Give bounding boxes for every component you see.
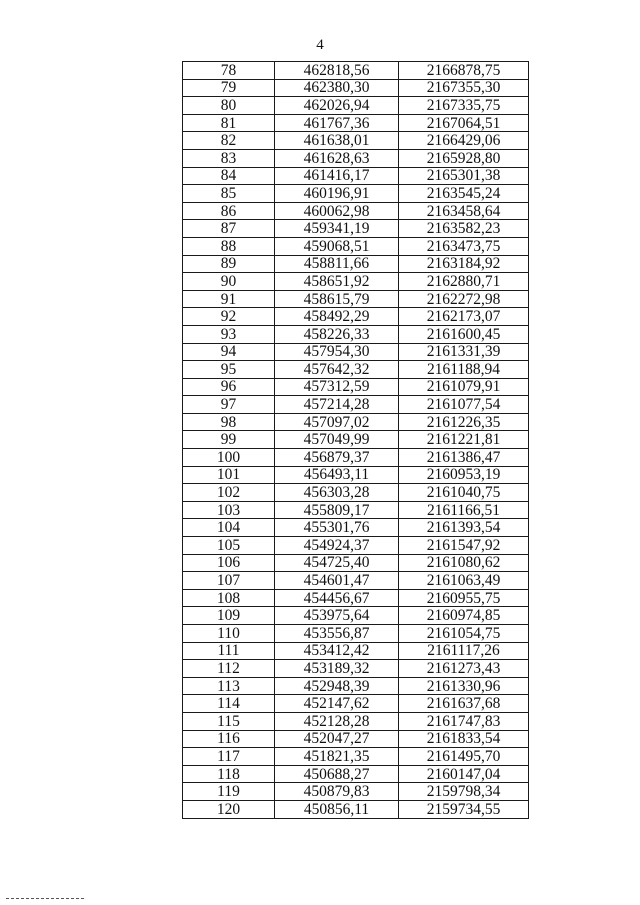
x-coordinate-cell: 462818,56 [275, 62, 399, 80]
table-row [183, 97, 529, 115]
y-coordinate-cell: 2161079,91 [399, 378, 529, 396]
table-row [183, 325, 529, 343]
y-coordinate-cell: 2161226,35 [399, 413, 529, 431]
x-coordinate-cell: 454456,67 [275, 589, 399, 607]
table-row [183, 308, 529, 326]
y-coordinate-cell: 2161077,54 [399, 396, 529, 414]
table-row [183, 537, 529, 555]
table-row [183, 501, 529, 519]
y-coordinate-cell: 2159734,55 [399, 800, 529, 818]
point-number-cell: 90 [183, 273, 275, 291]
y-coordinate-cell: 2161747,83 [399, 712, 529, 730]
x-coordinate-cell: 453975,64 [275, 607, 399, 625]
x-coordinate-cell: 458651,92 [275, 273, 399, 291]
y-coordinate-cell: 2163582,23 [399, 220, 529, 238]
x-coordinate-cell: 458615,79 [275, 290, 399, 308]
point-number-cell: 82 [183, 132, 275, 150]
point-number-cell: 117 [183, 748, 275, 766]
table-row [183, 519, 529, 537]
x-coordinate-cell: 460062,98 [275, 202, 399, 220]
table-row [183, 167, 529, 185]
table-row [183, 783, 529, 801]
page-number: 4 [316, 37, 324, 53]
point-number-cell: 108 [183, 589, 275, 607]
x-coordinate-cell: 458226,33 [275, 325, 399, 343]
table-row [183, 273, 529, 291]
point-number-cell: 96 [183, 378, 275, 396]
point-number-cell: 111 [183, 642, 275, 660]
y-coordinate-cell: 2161495,70 [399, 748, 529, 766]
y-coordinate-cell: 2160974,85 [399, 607, 529, 625]
x-coordinate-cell: 460196,91 [275, 185, 399, 203]
point-number-cell: 119 [183, 783, 275, 801]
y-coordinate-cell: 2161393,54 [399, 519, 529, 537]
table-row [183, 449, 529, 467]
point-number-cell: 83 [183, 149, 275, 167]
x-coordinate-cell: 452128,28 [275, 712, 399, 730]
y-coordinate-cell: 2160953,19 [399, 466, 529, 484]
y-coordinate-cell: 2166429,06 [399, 132, 529, 150]
x-coordinate-cell: 457049,99 [275, 431, 399, 449]
table-row [183, 748, 529, 766]
table-row [183, 800, 529, 818]
x-coordinate-cell: 454601,47 [275, 572, 399, 590]
table-row [183, 255, 529, 273]
x-coordinate-cell: 459341,19 [275, 220, 399, 238]
table-row [183, 466, 529, 484]
point-number-cell: 115 [183, 712, 275, 730]
point-number-cell: 94 [183, 343, 275, 361]
point-number-cell: 84 [183, 167, 275, 185]
point-number-cell: 116 [183, 730, 275, 748]
x-coordinate-cell: 456879,37 [275, 449, 399, 467]
table-row [183, 343, 529, 361]
x-coordinate-cell: 452047,27 [275, 730, 399, 748]
y-coordinate-cell: 2161833,54 [399, 730, 529, 748]
y-coordinate-cell: 2161330,96 [399, 677, 529, 695]
table-row [183, 695, 529, 713]
table-row [183, 62, 529, 80]
table-row [183, 185, 529, 203]
x-coordinate-cell: 457312,59 [275, 378, 399, 396]
table-row [183, 220, 529, 238]
x-coordinate-cell: 457214,28 [275, 396, 399, 414]
x-coordinate-cell: 450856,11 [275, 800, 399, 818]
x-coordinate-cell: 452147,62 [275, 695, 399, 713]
point-number-cell: 109 [183, 607, 275, 625]
point-number-cell: 102 [183, 484, 275, 502]
table-row [183, 378, 529, 396]
table-row [183, 413, 529, 431]
point-number-cell: 80 [183, 97, 275, 115]
table-row [183, 290, 529, 308]
point-number-cell: 98 [183, 413, 275, 431]
y-coordinate-cell: 2160147,04 [399, 765, 529, 783]
table-row [183, 642, 529, 660]
point-number-cell: 120 [183, 800, 275, 818]
table-row [183, 361, 529, 379]
table-row [183, 202, 529, 220]
x-coordinate-cell: 451821,35 [275, 748, 399, 766]
table-row [183, 712, 529, 730]
y-coordinate-cell: 2161117,26 [399, 642, 529, 660]
point-number-cell: 106 [183, 554, 275, 572]
y-coordinate-cell: 2167064,51 [399, 114, 529, 132]
x-coordinate-cell: 458811,66 [275, 255, 399, 273]
y-coordinate-cell: 2161063,49 [399, 572, 529, 590]
x-coordinate-cell: 455301,76 [275, 519, 399, 537]
y-coordinate-cell: 2162272,98 [399, 290, 529, 308]
point-number-cell: 78 [183, 62, 275, 80]
y-coordinate-cell: 2161188,94 [399, 361, 529, 379]
x-coordinate-cell: 462026,94 [275, 97, 399, 115]
x-coordinate-cell: 457642,32 [275, 361, 399, 379]
table-row [183, 607, 529, 625]
y-coordinate-cell: 2161273,43 [399, 660, 529, 678]
y-coordinate-cell: 2163473,75 [399, 237, 529, 255]
y-coordinate-cell: 2167355,30 [399, 79, 529, 97]
point-number-cell: 105 [183, 537, 275, 555]
x-coordinate-cell: 458492,29 [275, 308, 399, 326]
point-number-cell: 118 [183, 765, 275, 783]
table-row [183, 114, 529, 132]
y-coordinate-cell: 2165301,38 [399, 167, 529, 185]
point-number-cell: 89 [183, 255, 275, 273]
coordinates-table-body [183, 62, 529, 819]
x-coordinate-cell: 456493,11 [275, 466, 399, 484]
table-row [183, 589, 529, 607]
point-number-cell: 87 [183, 220, 275, 238]
table-row [183, 554, 529, 572]
y-coordinate-cell: 2165928,80 [399, 149, 529, 167]
y-coordinate-cell: 2161600,45 [399, 325, 529, 343]
y-coordinate-cell: 2161637,68 [399, 695, 529, 713]
point-number-cell: 93 [183, 325, 275, 343]
point-number-cell: 113 [183, 677, 275, 695]
x-coordinate-cell: 450688,27 [275, 765, 399, 783]
point-number-cell: 81 [183, 114, 275, 132]
table-row [183, 396, 529, 414]
table-row [183, 625, 529, 643]
table-row [183, 677, 529, 695]
point-number-cell: 95 [183, 361, 275, 379]
x-coordinate-cell: 453556,87 [275, 625, 399, 643]
y-coordinate-cell: 2166878,75 [399, 62, 529, 80]
x-coordinate-cell: 452948,39 [275, 677, 399, 695]
point-number-cell: 110 [183, 625, 275, 643]
point-number-cell: 103 [183, 501, 275, 519]
y-coordinate-cell: 2163184,92 [399, 255, 529, 273]
table-row [183, 484, 529, 502]
y-coordinate-cell: 2161547,92 [399, 537, 529, 555]
point-number-cell: 112 [183, 660, 275, 678]
coordinates-table [182, 61, 529, 819]
x-coordinate-cell: 454725,40 [275, 554, 399, 572]
footer-mark [6, 898, 84, 899]
y-coordinate-cell: 2160955,75 [399, 589, 529, 607]
table-row [183, 765, 529, 783]
y-coordinate-cell: 2162173,07 [399, 308, 529, 326]
y-coordinate-cell: 2159798,34 [399, 783, 529, 801]
y-coordinate-cell: 2162880,71 [399, 273, 529, 291]
table-row [183, 132, 529, 150]
y-coordinate-cell: 2161386,47 [399, 449, 529, 467]
point-number-cell: 88 [183, 237, 275, 255]
point-number-cell: 85 [183, 185, 275, 203]
point-number-cell: 79 [183, 79, 275, 97]
point-number-cell: 101 [183, 466, 275, 484]
x-coordinate-cell: 457954,30 [275, 343, 399, 361]
table-row [183, 730, 529, 748]
y-coordinate-cell: 2163545,24 [399, 185, 529, 203]
x-coordinate-cell: 453412,42 [275, 642, 399, 660]
y-coordinate-cell: 2161331,39 [399, 343, 529, 361]
point-number-cell: 100 [183, 449, 275, 467]
y-coordinate-cell: 2161166,51 [399, 501, 529, 519]
x-coordinate-cell: 453189,32 [275, 660, 399, 678]
y-coordinate-cell: 2167335,75 [399, 97, 529, 115]
y-coordinate-cell: 2163458,64 [399, 202, 529, 220]
x-coordinate-cell: 461628,63 [275, 149, 399, 167]
table-row [183, 431, 529, 449]
x-coordinate-cell: 462380,30 [275, 79, 399, 97]
point-number-cell: 107 [183, 572, 275, 590]
x-coordinate-cell: 457097,02 [275, 413, 399, 431]
x-coordinate-cell: 461638,01 [275, 132, 399, 150]
point-number-cell: 86 [183, 202, 275, 220]
y-coordinate-cell: 2161054,75 [399, 625, 529, 643]
point-number-cell: 92 [183, 308, 275, 326]
point-number-cell: 97 [183, 396, 275, 414]
x-coordinate-cell: 456303,28 [275, 484, 399, 502]
point-number-cell: 104 [183, 519, 275, 537]
x-coordinate-cell: 450879,83 [275, 783, 399, 801]
table-row [183, 149, 529, 167]
table-row [183, 237, 529, 255]
point-number-cell: 99 [183, 431, 275, 449]
y-coordinate-cell: 2161040,75 [399, 484, 529, 502]
y-coordinate-cell: 2161080,62 [399, 554, 529, 572]
table-row [183, 660, 529, 678]
x-coordinate-cell: 461767,36 [275, 114, 399, 132]
x-coordinate-cell: 461416,17 [275, 167, 399, 185]
table-row [183, 79, 529, 97]
x-coordinate-cell: 455809,17 [275, 501, 399, 519]
y-coordinate-cell: 2161221,81 [399, 431, 529, 449]
x-coordinate-cell: 454924,37 [275, 537, 399, 555]
point-number-cell: 114 [183, 695, 275, 713]
x-coordinate-cell: 459068,51 [275, 237, 399, 255]
table-row [183, 572, 529, 590]
point-number-cell: 91 [183, 290, 275, 308]
